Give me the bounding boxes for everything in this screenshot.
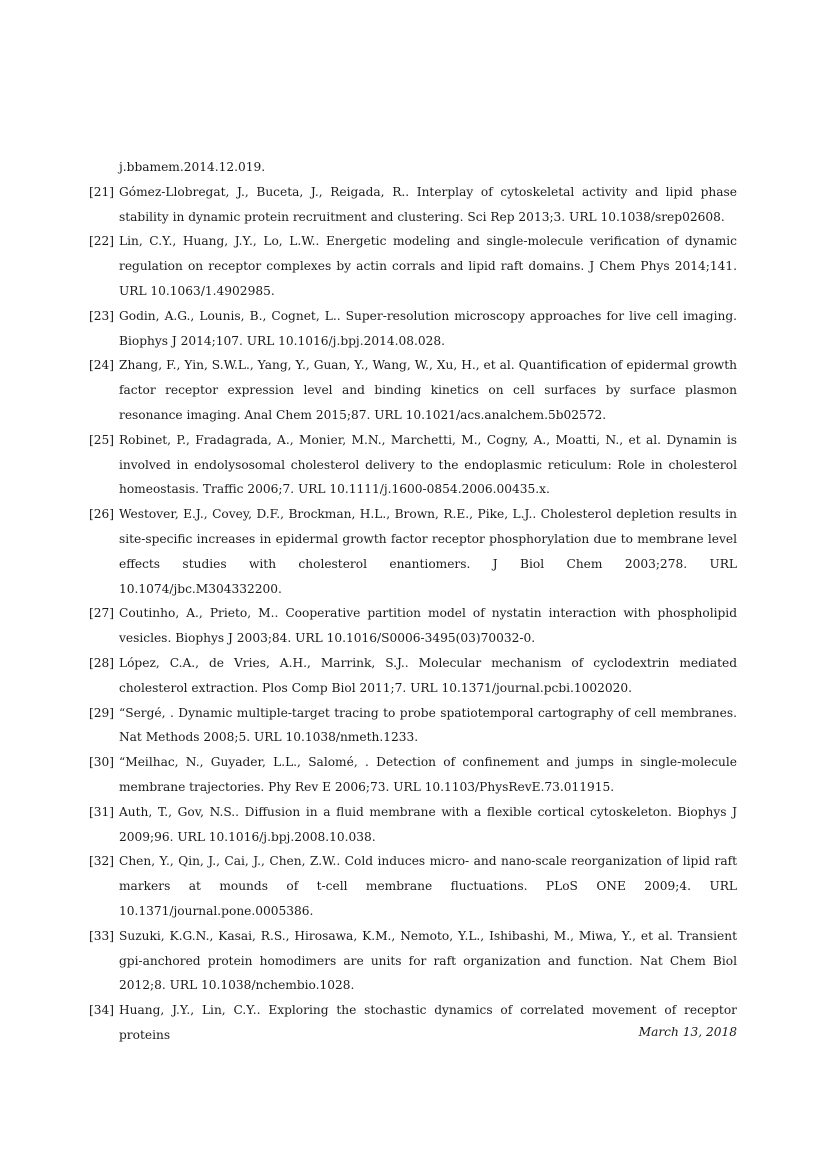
- reference-number: [24]: [89, 358, 115, 373]
- footer-date: March 13, 2018: [638, 1025, 737, 1039]
- reference-entry: [89, 229, 737, 303]
- reference-entry: [89, 701, 737, 751]
- reference-text: “Sergé, . Dynamic multiple-target tracing to probe spatiotemporal cartography of cell membranes. Nat Methods 2008;5. URL 10.1038/nmeth.1233.: [119, 705, 737, 745]
- reference-entry: [89, 651, 737, 701]
- reference-continuation: j.bbamem.2014.12.019.: [119, 160, 266, 174]
- reference-text: Chen, Y., Qin, J., Cai, J., Chen, Z.W.. Cold induces micro- and nano-scale reorganization of lipid raft markers at mounds of t-cell membrane fluctuations. PLoS ONE 2009;4. URL 10.1371/journal.pone.0005386.: [119, 854, 737, 918]
- reference-number: [27]: [89, 606, 115, 621]
- reference-number: [23]: [89, 308, 115, 323]
- reference-text: Huang, J.Y., Lin, C.Y.. Exploring the stochastic dynamics of correlated movement of receptor proteins: [119, 1003, 737, 1042]
- reference-text: Lin, C.Y., Huang, J.Y., Lo, L.W.. Energetic modeling and single-molecule verification of dynamic regulation on receptor complexes by actin corrals and lipid raft domains. J Chem Phys 2014;141. URL 10.1063/1.4902985.: [119, 234, 737, 298]
- reference-text: Auth, T., Gov, N.S.. Diffusion in a fluid membrane with a flexible cortical cytoskeleton. Biophys J 2009;96. URL 10.1016/j.bpj.2008.10.038.: [119, 804, 737, 844]
- reference-entry: [89, 800, 737, 850]
- reference-text: Coutinho, A., Prieto, M.. Cooperative partition model of nystatin interaction with phospholipid vesicles. Biophys J 2003;84. URL 10.1016/S0006-3495(03)70032-0.: [119, 606, 737, 646]
- reference-text: Gómez-Llobregat, J., Buceta, J., Reigada, R.. Interplay of cytoskeletal activity and lipid phase stability in dynamic protein recruitment and clustering. Sci Rep 2013;3. URL 10.1038/srep02608.: [119, 184, 737, 224]
- reference-text: Godin, A.G., Lounis, B., Cognet, L.. Super-resolution microscopy approaches for live cell imaging. Biophys J 2014;107. URL 10.1016/j.bpj.2014.08.028.: [119, 308, 737, 348]
- reference-entry: [89, 849, 737, 923]
- reference-number: [31]: [89, 804, 115, 819]
- reference-text: Zhang, F., Yin, S.W.L., Yang, Y., Guan, Y., Wang, W., Xu, H., et al. Quantification of epidermal growth factor receptor expression level and binding kinetics on cell surfaces by surface plasmon resonance imaging. Anal Chem 2015;87. URL 10.1021/acs.analchem.5b02572.: [119, 358, 737, 422]
- reference-number: [28]: [89, 655, 115, 670]
- reference-number: [34]: [89, 1003, 115, 1018]
- reference-text: López, C.A., de Vries, A.H., Marrink, S.J.. Molecular mechanism of cyclodextrin mediated cholesterol extraction. Plos Comp Biol 2011;7. URL 10.1371/journal.pcbi.1002020.: [119, 655, 737, 695]
- reference-entry: [89, 180, 737, 230]
- reference-text: Robinet, P., Fradagrada, A., Monier, M.N., Marchetti, M., Cogny, A., Moatti, N., et al. Dynamin is involved in endolysosomal cholesterol delivery to the endoplasmic reticulum: Role in cholesterol homeostasis. Traffic 2006;7. URL 10.1111/j.1600-0854.2006.00435.x.: [119, 432, 737, 497]
- reference-text: Westover, E.J., Covey, D.F., Brockman, H.L., Brown, R.E., Pike, L.J.. Cholesterol depletion results in site-specific increases in epidermal growth factor receptor phosphorylation due to membrane level effects studies with cholesterol enantiomers. J Biol Chem 2003;278. URL 10.1074/jbc.M304332200.: [119, 507, 737, 596]
- reference-entry: [89, 428, 737, 502]
- reference-entry: [89, 601, 737, 651]
- reference-number: [33]: [89, 928, 115, 943]
- reference-entry: [89, 998, 737, 1048]
- reference-number: [26]: [89, 507, 115, 522]
- reference-list: [89, 155, 737, 1048]
- reference-text: Suzuki, K.G.N., Kasai, R.S., Hirosawa, K.M., Nemoto, Y.L., Ishibashi, M., Miwa, Y., et al. Transient gpi-anchored protein homodimers are units for raft organization and function. Nat Chem Biol 2012;8. URL 10.1038/nchembio.1028.: [119, 928, 737, 993]
- reference-entry: [89, 750, 737, 800]
- reference-number: [25]: [89, 432, 115, 447]
- reference-entry: [89, 304, 737, 354]
- reference-entry: [89, 502, 737, 601]
- reference-number: [30]: [89, 755, 115, 770]
- reference-number: [21]: [89, 184, 115, 199]
- reference-number: [29]: [89, 705, 115, 720]
- reference-text: “Meilhac, N., Guyader, L.L., Salomé, . Detection of confinement and jumps in single-molecule membrane trajectories. Phy Rev E 2006;73. URL 10.1103/PhysRevE.73.011915.: [119, 755, 737, 794]
- reference-number: [22]: [89, 234, 115, 249]
- reference-entry: [89, 924, 737, 998]
- reference-number: [32]: [89, 854, 115, 869]
- reference-entry: [89, 353, 737, 427]
